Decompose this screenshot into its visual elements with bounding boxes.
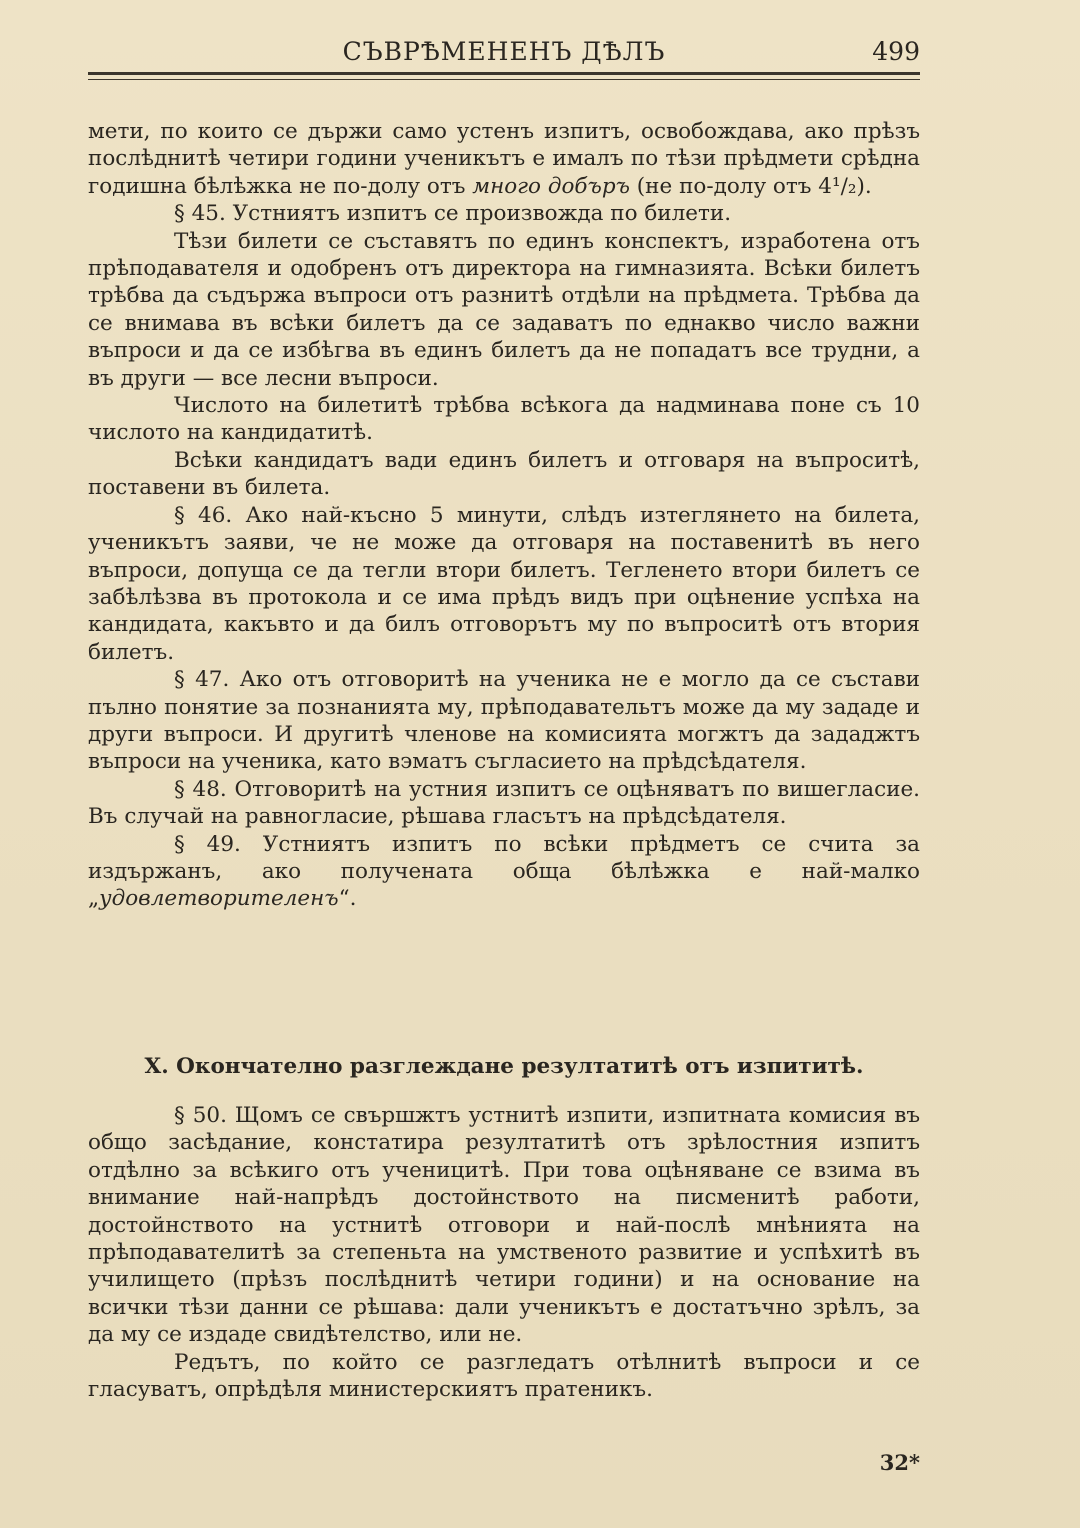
section-heading: X. Окончателно разглеждане резултатитѣ отъ изпититѣ. — [144, 1054, 864, 1079]
paragraph-candidate: Всѣки кандидатъ вади единъ билетъ и отговаря на въпроситѣ, поставени въ билета. — [88, 447, 920, 501]
page-header — [88, 34, 920, 74]
paragraph-47: § 47. Ако отъ отговоритѣ на ученика не е могло да се състави пълно понятие за познанията му, прѣподавательтъ може да му зададе и други въпроси. И другитѣ членове на комисията могжтъ да зададжтъ въпроси на ученика, като вэматъ съгласието на прѣдсѣдателя. — [88, 667, 920, 775]
paragraph-tickets: Тѣзи билети се съставятъ по единъ конспектъ, изработена отъ прѣподавателя и одобренъ отъ директора на гимназията. Всѣки билетъ трѣбва да съдържа въпроси отъ разнитѣ отдѣли на прѣдмета. Трѣбва да се внимава въ всѣки билетъ да се задаватъ по еднакво число важни въпроси и да се избѣгва въ единъ билетъ да не попадатъ все трудни, а въ други — все лесни въпроси. — [88, 228, 920, 391]
paragraph-46: § 46. Ако най-късно 5 минути, слѣдъ изтеглянето на билета, ученикътъ заяви, че не може да отговаря на поставенитѣ въ него въпроси, допуща се да тегли втори билетъ. Тегленето втори билетъ се забѣлѣзва въ протокола и се има прѣдъ видъ при оцѣнение успѣха на кандидата, какъвто и да билъ отговорътъ му по въпроситѣ отъ втория билетъ. — [88, 502, 920, 665]
emphasis: удовлетворителенъ — [99, 886, 339, 912]
header-rule-thick — [88, 72, 920, 75]
paragraph-continuation — [88, 118, 920, 200]
paragraph-48: § 48. Отговоритѣ на устния изпитъ се оцѣняватъ по вишегласие. Въ случай на равногласие, рѣшава гласътъ на прѣдсѣдателя. — [88, 776, 920, 830]
paragraph-text: (не по-долу отъ 4¹/₂). — [629, 173, 872, 199]
running-title: СЪВРѢМЕНЕНЪ ДѢЛЪ — [342, 37, 666, 66]
body-text — [88, 118, 920, 913]
paragraph-text: мети, по които се държи само устенъ изпитъ, освобождава, ако прѣзъ послѣднитѣ четири години ученикътъ е ималъ по тѣзи прѣдмети срѣдна годишна бѣлѣжка не по-долу отъ — [88, 119, 920, 199]
paragraph-ticket-count: Числото на билетитѣ трѣбва всѣкога да надминава поне съ 10 числото на кандидатитѣ. — [88, 393, 920, 446]
header-rule-thin — [88, 79, 920, 80]
paragraph-50: § 50. Щомъ се свършжтъ устнитѣ изпити, изпитната комисия въ общо засѣдание, констатира резултатитѣ отъ зрѣлостния изпитъ отдѣлно за всѣкиго отъ ученицитѣ. При това оцѣняване се взима въ внимание най-напрѣдъ достойнството на писменитѣ работи, достойнството на устнитѣ отговори и най-послѣ мнѣнията на прѣподавателитѣ за степеньта на умственото развитие и успѣхитѣ въ училището (прѣзъ послѣднитѣ четири години) и на основание на всички тѣзи данни се рѣшава: дали ученикътъ е достатъчно зрѣлъ, за да му се издаде свидѣтелство, или не. — [88, 1103, 920, 1348]
paragraph-text: “. — [338, 886, 357, 912]
page-number: 499 — [872, 37, 920, 66]
paragraph-text: § 49. Устниятъ изпитъ по всѣки прѣдметъ се счита за издържанъ, ако получената обща бѣлѣжка е най-малко „ — [88, 831, 920, 912]
section-body — [88, 1102, 920, 1403]
paragraph-45: § 45. Устниятъ изпитъ се произвожда по билети. — [174, 201, 732, 227]
paragraph-order: Редътъ, по който се разгледатъ отѣлнитѣ въпроси и се гласуватъ, опрѣдѣля министерскиятъ пратеникъ. — [88, 1349, 920, 1403]
emphasis: много добъръ — [472, 173, 630, 199]
paragraph-49 — [88, 831, 920, 913]
signature-mark: 32* — [879, 1450, 920, 1475]
